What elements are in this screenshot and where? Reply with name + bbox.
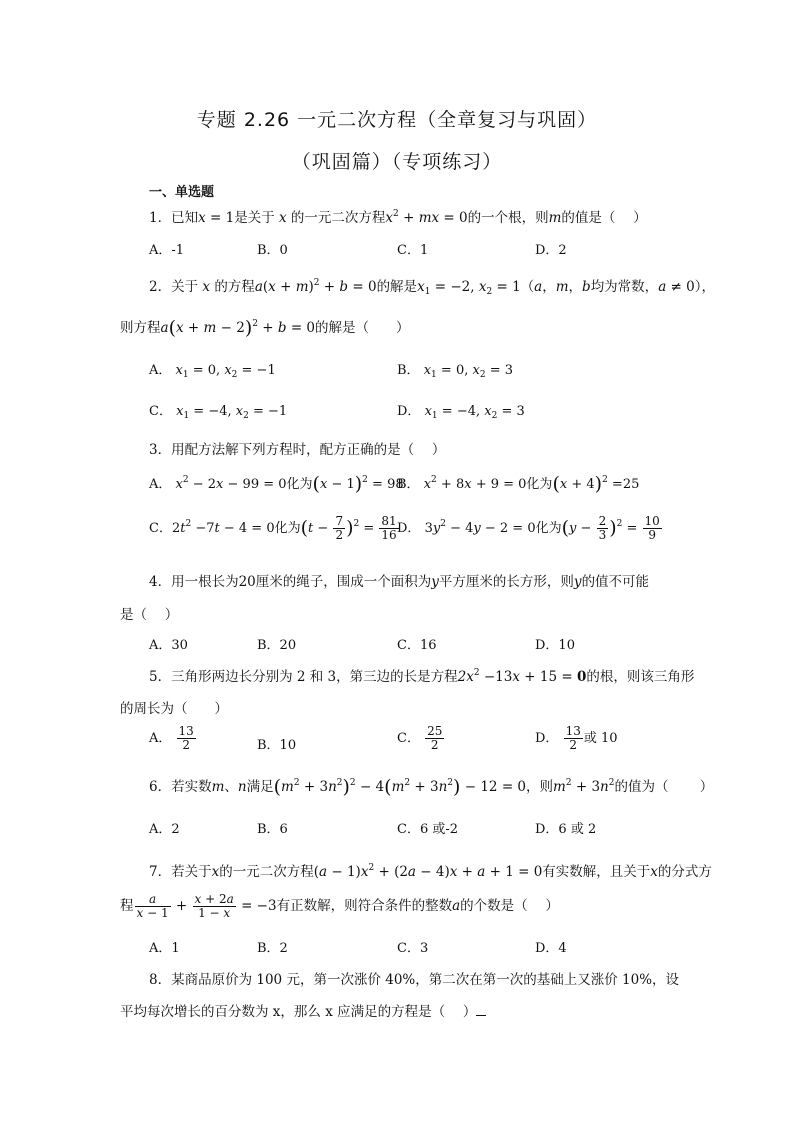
question-4: 4．用一根长为20厘米的绳子，围成一个面积为y平方厘米的长方形，则y的值不可能 (149, 574, 650, 590)
answer-blank (476, 1005, 486, 1016)
question-3: 3．用配方法解下列方程时，配方正确的是（ ） (149, 442, 446, 458)
question-2-line-2: 则方程$a(x + m - 2)^2 + b = 0$的解是（ ） (120, 317, 410, 339)
q2-option-d: D． $x_1 = -4$, $x_2 = 3$ (397, 404, 525, 421)
q1-option-c: C．1 (397, 243, 429, 258)
q3-option-d: D． $3y^2 - 4y - 2 = 0$化为(y − $\frac{2}{3}$ )$^2$ = $\frac{10}{9}$ (397, 514, 660, 542)
question-7-line-2: 程 $\frac{a}{x - 1}$ + $\frac{x + 2a}{1 - x}$ = −3有正数解，则符合条件的整数a的个数是（ ） (120, 892, 559, 920)
question-5: 5．三角形两边长分别为 2 和 3，第三边的长是方程$2x^2 -13x + 15 = 0$的根，则该三角形 (149, 668, 695, 685)
q1-option-a: A．-1 (149, 243, 185, 258)
q5-option-b: B．10 (257, 738, 297, 753)
q1-option-d: D．2 (535, 243, 567, 258)
q6-option-c: C．6 或-2 (397, 822, 459, 837)
q5-option-a: A． $\frac{13}{2}$ (149, 724, 194, 752)
q7-option-c: C．3 (397, 941, 429, 956)
q6-option-a: A．2 (149, 822, 180, 837)
q3-option-a: A． $x^2 - 2x - 99 = 0$化为$(x - 1)^2 = 98$ (149, 473, 404, 495)
q1-option-b: B．0 (257, 243, 288, 258)
q6-option-d: D．6 或 2 (535, 822, 597, 837)
document-subtitle: （巩固篇）（专项练习） (291, 151, 503, 173)
q2-option-c: C． $x_1 = -4$, $x_2 = -1$ (149, 404, 288, 421)
q3-option-c: C．$2t^2 -7t - 4 = 0$化为(t − $\frac{7}{2}$ )$^2$ = $\frac{81}{16}$ (149, 514, 397, 542)
question-8-line-2: 平均每次增长的百分数为 x，那么 x 应满足的方程是（ ） (120, 1000, 486, 1020)
q7-option-b: B．2 (257, 941, 288, 956)
q4-option-a: A．30 (149, 638, 188, 653)
question-7: 7．若关于x的一元二次方程$(a - 1)x^2 + (2a - 4)x + a + 1 = 0$有实数解，且关于x的分式方 (149, 863, 712, 880)
question-1: 1．已知x = 1是关于 x 的一元二次方程$x^2$ + mx = 0的一个根，则m的值是（ ） (149, 209, 647, 226)
q2-option-b: B． $x_1 = 0$, $x_2 = 3$ (397, 363, 513, 380)
question-5-line-2: 的周长为（ ） (120, 701, 228, 717)
q4-option-c: C．16 (397, 638, 437, 653)
q6-option-b: B．6 (257, 822, 288, 837)
q2-option-a: A． $x_1 = 0$, $x_2 = -1$ (149, 363, 276, 380)
document-title: 专题 2.26 一元二次方程（全章复习与巩固） (196, 109, 598, 131)
q4-option-b: B．20 (257, 638, 297, 653)
q5-option-c: C． $\frac{25}{2}$ (397, 724, 443, 752)
question-6: 6．若实数m、n满足$(m^2 + 3n^2)^2 - 4(m^2 + 3n^2) - 12 = 0$，则$m^2 + 3n^2$的值为（ ） (149, 776, 714, 798)
question-4-line-2: 是（ ） (120, 607, 179, 623)
q7-option-a: A．1 (149, 941, 180, 956)
q5-option-d: D． $\frac{13}{2}$ 或 10 (535, 724, 618, 752)
q3-option-b: B． $x^2 + 8x + 9 = 0$化为$(x + 4)^2 =25$ (397, 473, 640, 495)
q4-option-d: D．10 (535, 638, 575, 653)
q7-option-d: D．4 (535, 941, 567, 956)
question-2: 2．关于 x 的方程$a(x + m)^2 + b = 0$的解是$x_1 = -2$, $x_2 = 1(a$，m，b均为常数，a ≠ 0）， (149, 278, 715, 297)
section-heading: 一、单选题 (149, 185, 215, 200)
question-8: 8．某商品原价为 100 元，第一次涨价 40%，第二次在第一次的基础上又涨价 10%，设 (149, 972, 680, 988)
